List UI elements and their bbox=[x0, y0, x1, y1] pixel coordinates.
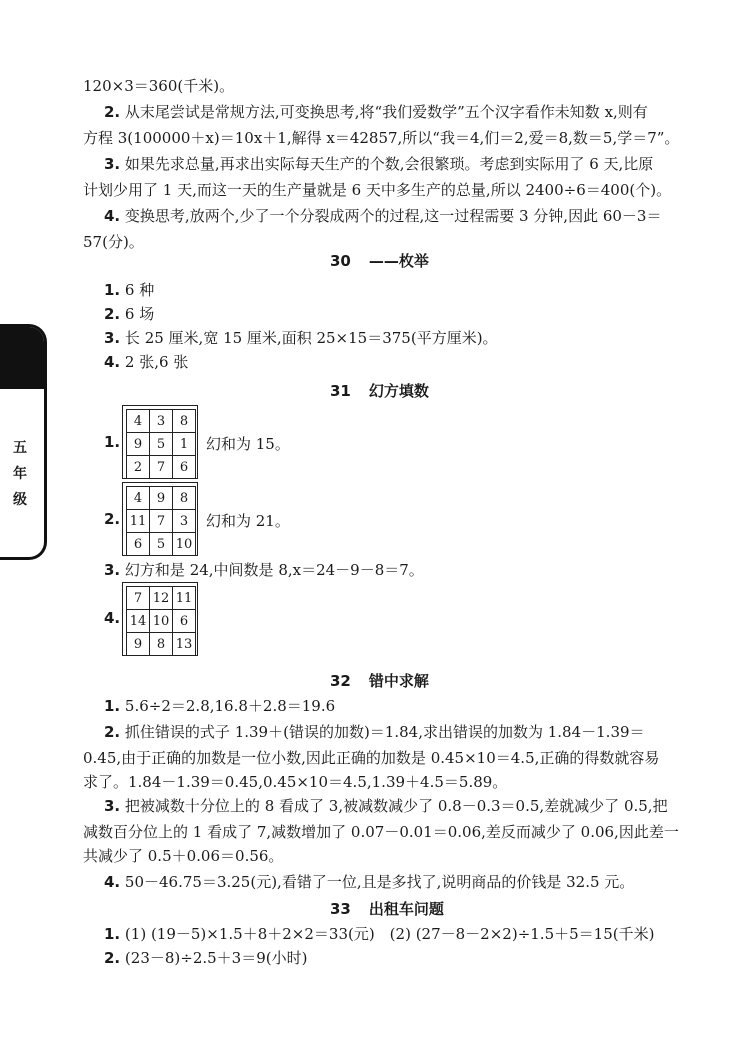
grid-cell: 4 bbox=[127, 487, 150, 510]
item-text: 5.6÷2＝2.8,16.8＋2.8＝19.6 bbox=[124, 697, 336, 715]
section-number: 31 bbox=[330, 382, 351, 400]
item-text: (23－8)÷2.5＋3＝9(小时) bbox=[124, 949, 308, 967]
item-number: 1. bbox=[104, 697, 121, 715]
s30-item-3 bbox=[104, 328, 498, 348]
item-number: 1. bbox=[104, 925, 121, 943]
grid-cell: 3 bbox=[173, 510, 196, 533]
grade-label bbox=[8, 435, 32, 513]
item-number: 2. bbox=[104, 949, 121, 967]
s33-item-1 bbox=[104, 924, 654, 944]
section-32-heading bbox=[330, 670, 429, 691]
grid-cell: 9 bbox=[127, 433, 150, 456]
s30-item-2 bbox=[104, 304, 154, 324]
grid-cell: 7 bbox=[150, 456, 173, 479]
s32-item-3-line-1 bbox=[104, 796, 668, 816]
grid-cell: 10 bbox=[150, 610, 173, 633]
magic-square-2-grid bbox=[126, 486, 196, 556]
magic-square-1-grid bbox=[126, 409, 196, 479]
item-number: 3. bbox=[104, 561, 121, 579]
item-number: 2. bbox=[104, 723, 121, 741]
prev-item-3-line-2: 计划少用了 1 天,而这一天的生产量就是 6 天中多生产的总量,所以 2400÷6＝400(个)。 bbox=[83, 181, 672, 199]
item-text: 50－46.75＝3.25(元),看错了一位,且是多找了,说明商品的价钱是 32.5 元。 bbox=[124, 873, 635, 891]
section-33-heading bbox=[330, 898, 444, 919]
item-text: 幻方和是 24,中间数是 8,x＝24－9－8＝7。 bbox=[124, 561, 424, 579]
s31-item-3 bbox=[104, 560, 424, 580]
grid-cell: 13 bbox=[173, 633, 196, 656]
grid-cell: 5 bbox=[150, 433, 173, 456]
section-number: 33 bbox=[330, 900, 351, 918]
section-title: 出租车问题 bbox=[368, 900, 444, 918]
magic-square-1 bbox=[122, 405, 198, 479]
grade-char: 级 bbox=[13, 492, 27, 508]
prev-item-2-line-2: 方程 3(100000＋x)＝10x＋1,解得 x＝42857,所以“我＝4,们＝2,爱＝8,数＝5,学＝7”。 bbox=[83, 129, 680, 147]
prev-line-1: 120×3＝360(千米)。 bbox=[83, 77, 235, 95]
grid-cell: 5 bbox=[150, 533, 173, 556]
item-text: 6 场 bbox=[124, 305, 155, 323]
item-number: 4. bbox=[104, 873, 121, 891]
magic-square-4 bbox=[122, 582, 198, 656]
item-number: 3. bbox=[104, 155, 121, 173]
prev-item-2-line-1 bbox=[104, 102, 648, 122]
s32-item-3-line-3: 共减少了 0.5＋0.06＝0.56。 bbox=[83, 847, 284, 865]
section-number: 32 bbox=[330, 672, 351, 690]
section-title: 幻方填数 bbox=[368, 382, 429, 400]
grid-cell: 8 bbox=[173, 487, 196, 510]
grid-cell: 6 bbox=[173, 456, 196, 479]
grade-char: 五 bbox=[13, 440, 27, 456]
side-tab-black-block bbox=[0, 327, 44, 389]
s31-item-1-note: 幻和为 15。 bbox=[206, 435, 290, 453]
s30-item-1 bbox=[104, 280, 154, 300]
item-text: 从末尾尝试是常规方法,可变换思考,将“我们爱数学”五个汉字看作未知数 x,则有 bbox=[124, 103, 648, 121]
grid-cell: 2 bbox=[127, 456, 150, 479]
item-text: 2 张,6 张 bbox=[124, 353, 189, 371]
magic-square-4-grid bbox=[126, 586, 196, 656]
s32-item-2-line-2: 0.45,由于正确的加数是一位小数,因此正确的加数是 0.45×10＝4.5,正确的得数就容易 bbox=[83, 749, 660, 767]
item-text: 抓住错误的式子 1.39＋(错误的加数)＝1.84,求出错误的加数为 1.84－1.39＝ bbox=[124, 723, 645, 741]
grid-cell: 4 bbox=[127, 410, 150, 433]
grid-cell: 12 bbox=[150, 587, 173, 610]
s33-item-2 bbox=[104, 948, 307, 968]
item-text: 长 25 厘米,宽 15 厘米,面积 25×15＝375(平方厘米)。 bbox=[124, 329, 498, 347]
grid-cell: 1 bbox=[173, 433, 196, 456]
s32-item-3-line-2: 减数百分位上的 1 看成了 7,减数增加了 0.07－0.01＝0.06,差反而减少了 0.06,因此差一 bbox=[83, 823, 679, 841]
grid-cell: 7 bbox=[127, 587, 150, 610]
prev-item-4-line-2: 57(分)。 bbox=[83, 233, 144, 251]
grid-cell: 10 bbox=[173, 533, 196, 556]
section-title: ——枚举 bbox=[368, 252, 429, 270]
item-number: 3. bbox=[104, 329, 121, 347]
grid-cell: 9 bbox=[150, 487, 173, 510]
s31-item-1-number: 1. bbox=[104, 433, 121, 451]
s31-item-2-note: 幻和为 21。 bbox=[206, 512, 290, 530]
item-number: 4. bbox=[104, 207, 121, 225]
grade-char: 年 bbox=[13, 466, 27, 482]
grade-side-tab bbox=[0, 324, 47, 560]
item-text: (1) (19－5)×1.5＋8＋2×2＝33(元) (2) (27－8－2×2)÷1.5＋5＝15(千米) bbox=[124, 925, 655, 943]
section-31-heading bbox=[330, 380, 429, 401]
magic-square-2 bbox=[122, 482, 198, 556]
grid-cell: 3 bbox=[150, 410, 173, 433]
section-number: 30 bbox=[330, 252, 351, 270]
s32-item-2-line-1 bbox=[104, 722, 645, 742]
item-number: 1. bbox=[104, 281, 121, 299]
grid-cell: 11 bbox=[127, 510, 150, 533]
s32-item-1 bbox=[104, 696, 335, 716]
grid-cell: 9 bbox=[127, 633, 150, 656]
item-number: 3. bbox=[104, 797, 121, 815]
s30-item-4 bbox=[104, 352, 188, 372]
item-text: 6 种 bbox=[124, 281, 155, 299]
prev-item-4-line-1 bbox=[104, 206, 661, 226]
section-title: 错中求解 bbox=[368, 672, 429, 690]
grid-cell: 8 bbox=[173, 410, 196, 433]
item-text: 把被减数十分位上的 8 看成了 3,被减数减少了 0.8－0.3＝0.5,差就减少了 0.5,把 bbox=[124, 797, 668, 815]
grid-cell: 6 bbox=[173, 610, 196, 633]
item-number: 2. bbox=[104, 305, 121, 323]
grid-cell: 11 bbox=[173, 587, 196, 610]
grid-cell: 7 bbox=[150, 510, 173, 533]
grid-cell: 8 bbox=[150, 633, 173, 656]
item-text: 如果先求总量,再求出实际每天生产的个数,会很繁琐。考虑到实际用了 6 天,比原 bbox=[124, 155, 654, 173]
item-number: 2. bbox=[104, 103, 121, 121]
s31-item-4-number: 4. bbox=[104, 609, 121, 627]
s31-item-2-number: 2. bbox=[104, 510, 121, 528]
item-text: 变换思考,放两个,少了一个分裂成两个的过程,这一过程需要 3 分钟,因此 60－3＝ bbox=[124, 207, 662, 225]
s32-item-4 bbox=[104, 872, 634, 892]
section-30-heading bbox=[330, 250, 429, 271]
prev-item-3-line-1 bbox=[104, 154, 653, 174]
grid-cell: 14 bbox=[127, 610, 150, 633]
grid-cell: 6 bbox=[127, 533, 150, 556]
item-number: 4. bbox=[104, 353, 121, 371]
s32-item-2-line-3: 求了。1.84－1.39＝0.45,0.45×10＝4.5,1.39＋4.5＝5.89。 bbox=[83, 773, 508, 791]
